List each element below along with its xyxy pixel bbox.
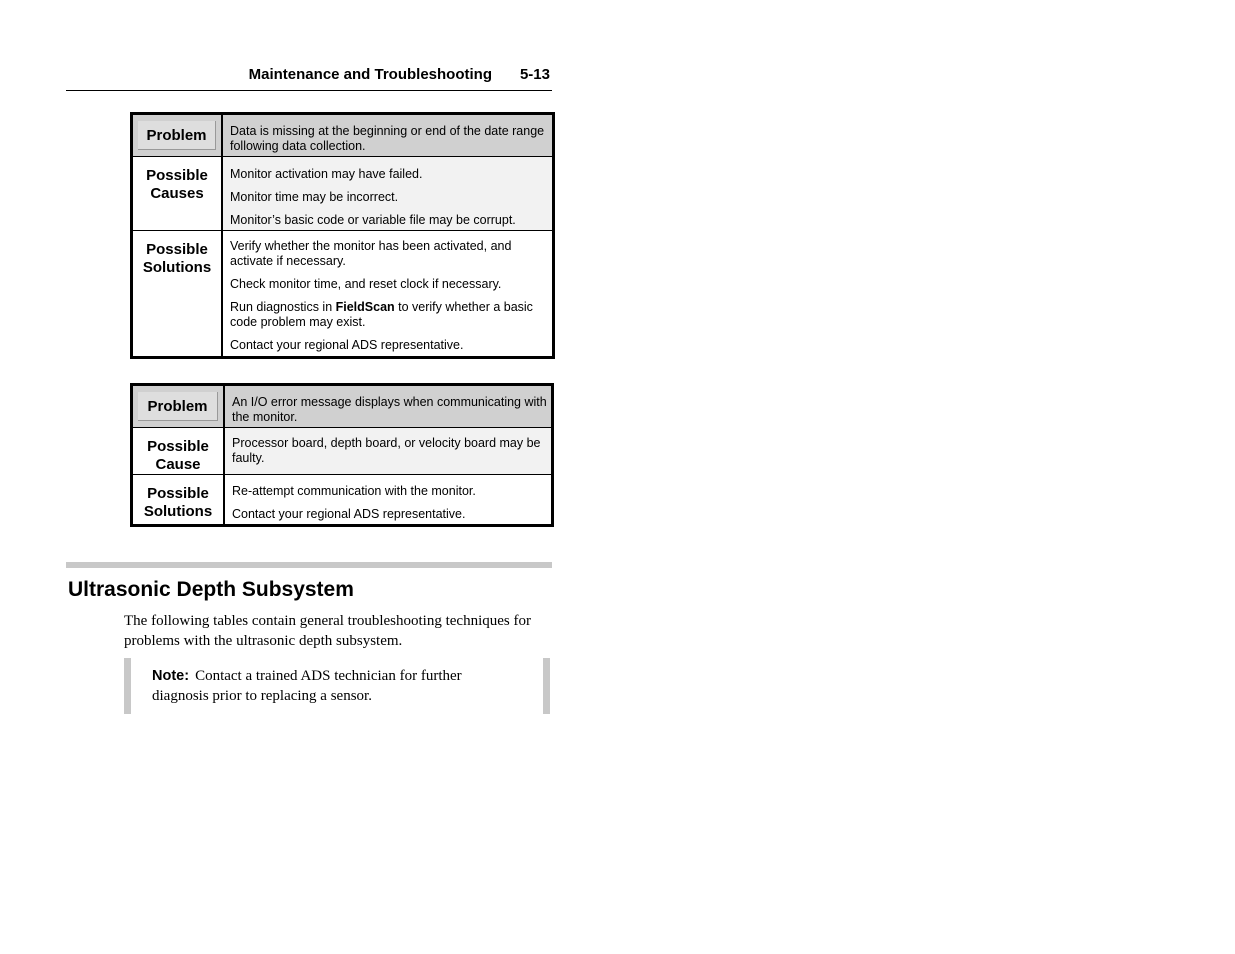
cause-item: Monitor activation may have failed. [230, 167, 423, 181]
page-header [66, 64, 552, 91]
solutions-row [132, 475, 553, 526]
page-number: 5-13 [519, 66, 550, 83]
solution-text: Run diagnostics in [230, 300, 336, 314]
section-intro: The following tables contain general troubleshooting techniques for problems with the ultrasonic depth subsystem. [124, 613, 531, 649]
solutions-label [132, 231, 223, 358]
solutions-label-line-2: Solutions [143, 503, 213, 520]
solutions-list [222, 231, 554, 358]
causes-label-line-2: Cause [155, 456, 201, 473]
problem-label: Problem [138, 121, 216, 150]
causes-label-line-1: Possible [147, 438, 209, 455]
problem-label-cell [132, 114, 223, 157]
solutions-label-line-1: Possible [146, 241, 208, 258]
note-box [124, 658, 550, 714]
problem-row [132, 385, 553, 428]
solutions-row [132, 231, 554, 358]
causes-label [132, 428, 225, 475]
cause-item: Processor board, depth board, or velocity board may be faulty. [232, 436, 541, 465]
troubleshooting-table-1 [130, 112, 555, 359]
solutions-label-line-1: Possible [147, 485, 209, 502]
causes-label-line-2: Causes [150, 185, 204, 202]
causes-row [132, 157, 554, 231]
problem-description: An I/O error message displays when communicating with the monitor. [224, 385, 553, 428]
solution-item: Verify whether the monitor has been activated, and activate if necessary. [230, 239, 512, 268]
causes-label-line-1: Possible [146, 167, 208, 184]
causes-label [132, 157, 223, 231]
problem-label: Problem [138, 392, 218, 421]
causes-row [132, 428, 553, 475]
cause-item: Monitor’s basic code or variable file may be corrupt. [230, 213, 516, 227]
solutions-list [224, 475, 553, 526]
problem-row [132, 114, 554, 157]
problem-description: Data is missing at the beginning or end of the date range following data collection. [222, 114, 554, 157]
solution-item: Contact your regional ADS representative. [230, 338, 464, 352]
header-title: Maintenance and Troubleshooting [248, 66, 492, 83]
note-body: Contact a trained ADS technician for further diagnosis prior to replacing a sensor. [152, 668, 462, 704]
cause-item: Monitor time may be incorrect. [230, 190, 399, 204]
solution-item [230, 300, 548, 330]
note-label: Note: [152, 668, 190, 684]
problem-label-cell [132, 385, 225, 428]
note-text [152, 667, 522, 706]
solutions-label [132, 475, 225, 526]
causes-list [222, 157, 554, 231]
section-divider [66, 562, 552, 568]
solution-item: Check monitor time, and reset clock if necessary. [230, 277, 502, 291]
section-title: Ultrasonic Depth Subsystem [68, 578, 354, 601]
fieldscan-term: FieldScan [335, 300, 395, 314]
solution-item: Contact your regional ADS representative. [232, 507, 466, 521]
solutions-label-line-2: Solutions [142, 259, 212, 276]
solution-text: to verify whether a basic code problem may exist. [230, 300, 533, 329]
troubleshooting-table-2 [130, 383, 554, 527]
solution-item: Re-attempt communication with the monitor. [232, 484, 476, 498]
causes-list [224, 428, 553, 475]
